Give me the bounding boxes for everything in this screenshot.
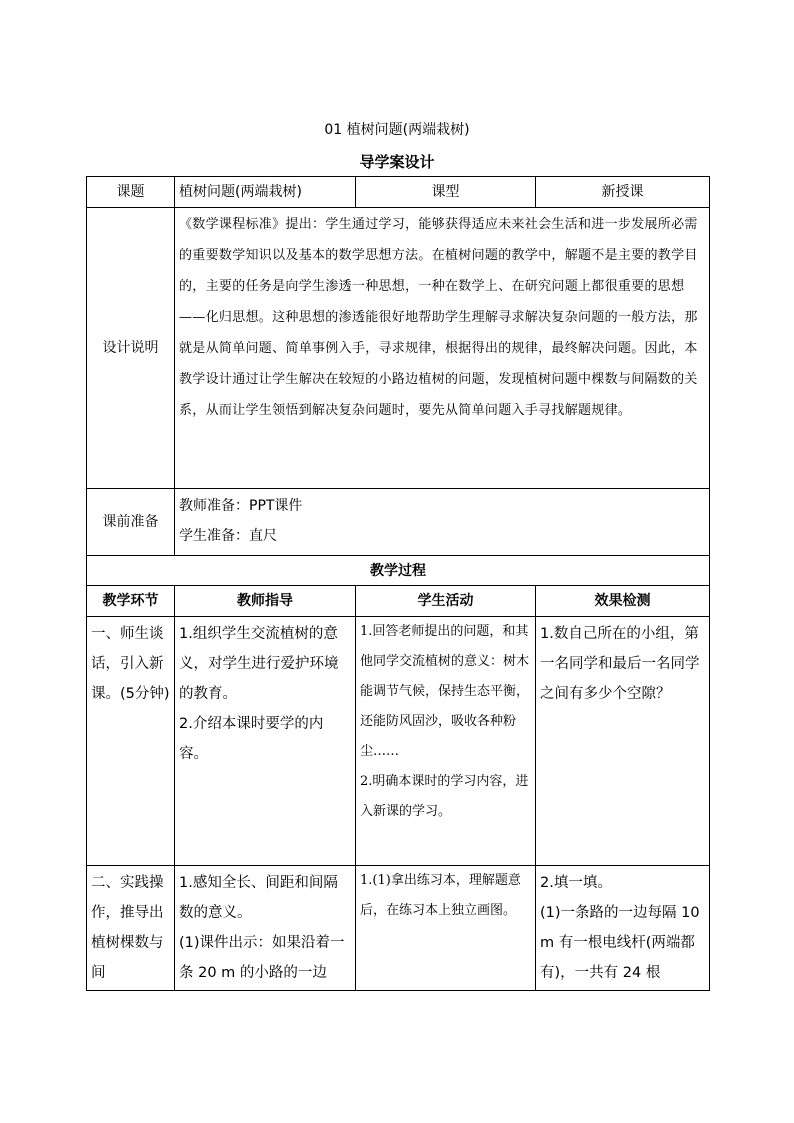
teacher-guidance-2 — [175, 866, 356, 991]
stage-2: 二、实践操作，推导出植树棵数与间 — [87, 866, 175, 991]
col-stage: 教学环节 — [87, 586, 175, 617]
design-text: 《数学课程标准》提出：学生通过学习，能够获得适应未来社会生活和进一步发展所必需的重要数学知识以及基本的数学思想方法。在植树问题的教学中，解题不是主要的教学目的，主要的任务是向学生渗透一种思想，一种在数学上、在研究问题上都很重要的思想——化归思想。这种思想的渗透能很好地帮助学生理解寻求解决复杂问题的一般方法，那就是从简单问题、简单事例入手，寻求规律，根据得出的规律，最终解决问题。因此，本教学设计通过让学生解决在较短的小路边植树的问题，发现植树问题中棵数与间隔数的关系，从而让学生领悟到解决复杂问题时，要先从简单问题入手寻找解题规律。 — [175, 208, 710, 489]
teacher-guidance-1-item-1: 1.组织学生交流植树的意义，对学生进行爱护环境的教育。 — [179, 626, 339, 702]
header-row — [87, 177, 710, 208]
prep-student: 学生准备：直尺 — [179, 528, 277, 544]
process-title-row — [87, 556, 710, 586]
topic-label: 课题 — [87, 177, 175, 208]
effect-check-2-item-1: 2.填一填。 — [540, 875, 612, 891]
lesson-plan-table — [86, 176, 710, 991]
col-check: 效果检测 — [536, 586, 710, 617]
process-header-row — [87, 586, 710, 617]
effect-check-1-item-1: 1.数自己所在的小组，第一名同学和最后一名同学之间有多少个空隙？ — [540, 626, 700, 702]
prep-row — [87, 489, 710, 556]
design-row — [87, 208, 710, 489]
teacher-guidance-2-item-2: (1)课件出示：如果沿着一条 20 m 的小路的一边 — [179, 935, 345, 981]
type-label: 课型 — [356, 177, 536, 208]
stage-1: 一、师生谈话，引入新课。(5分钟) — [87, 617, 175, 866]
col-student: 学生活动 — [356, 586, 536, 617]
student-activity-2 — [356, 866, 536, 991]
topic-value: 植树问题(两端栽树) — [175, 177, 356, 208]
teacher-guidance-2-item-1: 1.感知全长、间距和间隔数的意义。 — [179, 875, 338, 921]
table-row — [87, 617, 710, 866]
table-row — [87, 866, 710, 991]
design-label: 设计说明 — [87, 208, 175, 489]
student-activity-1-item-2: 2.明确本课时的学习内容，进入新课的学习。 — [360, 774, 529, 819]
type-value: 新授课 — [536, 177, 710, 208]
student-activity-1-item-1: 1.回答老师提出的问题，和其他同学交流植树的意义：树木能调节气候，保持生态平衡，还能防风固沙，吸收各种粉尘…… — [360, 624, 530, 759]
student-activity-1 — [356, 617, 536, 866]
student-activity-2-item-1: 1.(1)拿出练习本，理解题意后，在练习本上独立画图。 — [360, 873, 521, 918]
process-title: 教学过程 — [87, 556, 710, 586]
teacher-guidance-1-item-2: 2.介绍本课时要学的内容。 — [179, 716, 324, 762]
effect-check-2-item-2: (1)一条路的一边每隔 10 m 有一根电线杆(两端都有)，一共有 24 根 — [540, 905, 700, 981]
col-teacher: 教师指导 — [175, 586, 356, 617]
effect-check-1 — [536, 617, 710, 866]
prep-label: 课前准备 — [87, 489, 175, 556]
prep-content — [175, 489, 710, 556]
prep-teacher: 教师准备：PPT课件 — [179, 498, 303, 514]
document-title: 01 植树问题(两端栽树) — [324, 122, 470, 138]
effect-check-2 — [536, 866, 710, 991]
teacher-guidance-1 — [175, 617, 356, 866]
document-subtitle: 导学案设计 — [359, 153, 435, 171]
